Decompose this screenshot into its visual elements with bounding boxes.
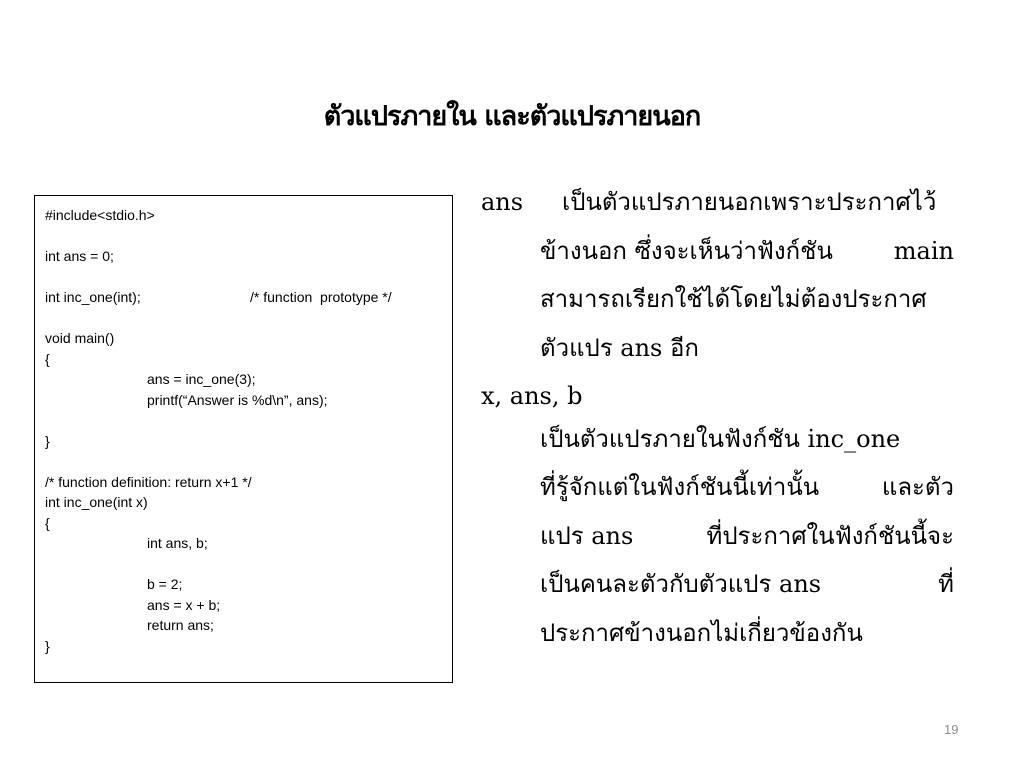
- code-line: {: [45, 514, 50, 531]
- ans-line-3: สามารถเรียกใช้ได้โดยไม่ต้องประกาศ: [540, 285, 927, 313]
- code-blank-line: [45, 451, 452, 472]
- ans-line-1: เป็นตัวแปรภายนอกเพราะประกาศไว้: [562, 188, 937, 216]
- locals-line-1: เป็นตัวแปรภายในฟังก์ชัน inc_one: [540, 424, 901, 453]
- code-line: [45, 533, 452, 554]
- locals-line-4-wrap: [540, 560, 954, 609]
- code-line: [45, 390, 452, 411]
- code-blank-line: [45, 267, 452, 288]
- code-text: return ans;: [147, 617, 214, 633]
- locals-line-2b: และตัว: [881, 473, 954, 501]
- locals-line-3-wrap: [540, 512, 954, 561]
- code-text: int ans, b;: [147, 535, 208, 551]
- code-line: [45, 287, 452, 308]
- locals-row-2: [478, 463, 954, 512]
- locals-line-2a: ที่รู้จักแต่ในฟังก์ชันนี้เท่านั้น: [540, 473, 820, 501]
- code-line: [45, 369, 452, 390]
- locals-row-5: [478, 609, 954, 658]
- locals-line-1-wrap: [540, 415, 954, 464]
- code-line: {: [45, 350, 50, 367]
- code-text: ans = x + b;: [147, 596, 221, 613]
- code-comment: /* function prototype */: [250, 289, 392, 305]
- ans-row-2: [478, 227, 954, 276]
- locals-row-1: [478, 415, 954, 464]
- ans-line-2-wrap: [540, 227, 954, 276]
- page-number: 19: [944, 722, 959, 737]
- locals-line-5-wrap: [540, 609, 954, 658]
- ans-term: ans: [481, 188, 524, 216]
- ans-row-3: [478, 275, 954, 324]
- code-line: #include<stdio.h>: [45, 207, 155, 223]
- ans-line-4-wrap: [540, 324, 954, 373]
- slide-title: ตัวแปรภายใน และตัวแปรภายนอก: [323, 101, 701, 132]
- locals-line-2-wrap: [540, 463, 954, 512]
- code-line: int ans = 0;: [45, 248, 114, 264]
- code-line: int inc_one(int x): [45, 494, 148, 510]
- code-blank-line: [45, 554, 452, 575]
- code-line: [45, 615, 452, 636]
- code-line: void main(): [45, 330, 115, 346]
- ans-line-1-wrap: [562, 178, 954, 227]
- locals-line-4b: ที่: [938, 570, 954, 598]
- code-text: b = 2;: [147, 576, 183, 592]
- code-text: int inc_one(int);: [45, 289, 141, 305]
- ans-line-2b: main: [893, 236, 954, 265]
- ans-row-1: [478, 178, 954, 227]
- code-line: [45, 595, 452, 616]
- ans-line-4: ตัวแปร ans อีก: [540, 333, 699, 362]
- code-line: }: [45, 432, 50, 449]
- locals-line-3b: ที่ประกาศในฟังก์ชันนี้จะ: [706, 521, 954, 550]
- locals-line-5: ประกาศข้างนอกไม่เกี่ยวข้องกัน: [540, 618, 863, 647]
- code-blank-line: [45, 226, 452, 247]
- locals-row-4: [478, 560, 954, 609]
- code-blank-line: [45, 410, 452, 431]
- code-line: }: [45, 637, 50, 654]
- code-text: ans = inc_one(3);: [147, 371, 256, 387]
- locals-row-3: [478, 512, 954, 561]
- code-line: /* function definition: return x+1 */: [45, 473, 252, 490]
- description-panel: [478, 178, 954, 657]
- code-line: [45, 574, 452, 595]
- locals-line-4a: เป็นคนละตัวกับตัวแปร ans: [540, 570, 822, 598]
- code-text: printf(“Answer is %d\n”, ans);: [147, 391, 328, 408]
- ans-line-3-wrap: [540, 275, 954, 324]
- ans-line-2a: ข้างนอก ซึ่งจะเห็นว่าฟังก์ชัน: [540, 236, 833, 265]
- locals-term: x, ans, b: [481, 382, 583, 410]
- locals-line-3a: แปร ans: [540, 521, 634, 550]
- code-blank-line: [45, 308, 452, 329]
- ans-row-4: [478, 324, 954, 373]
- code-listing: [34, 195, 453, 683]
- locals-row-0: [478, 372, 954, 421]
